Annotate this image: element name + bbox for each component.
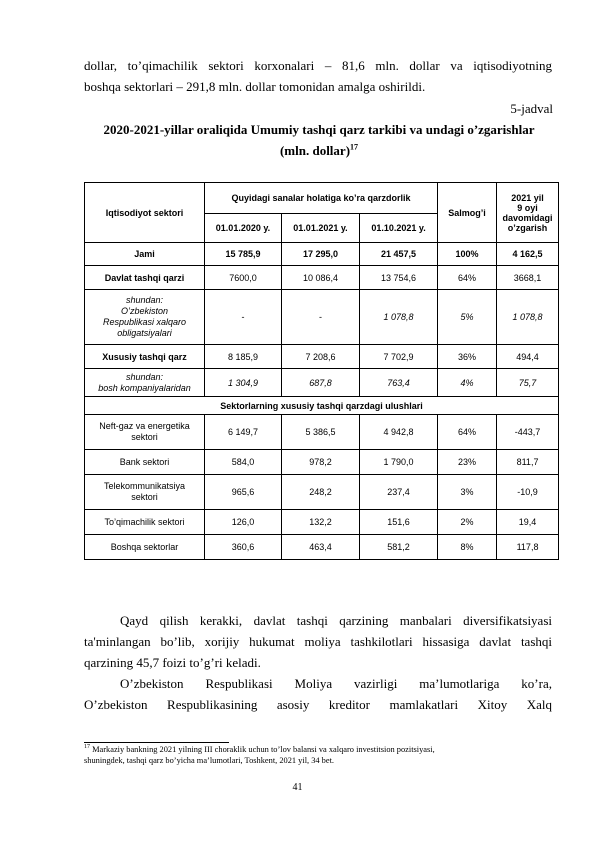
cell-value: 7 702,9 [360, 345, 438, 369]
footnote-divider [84, 742, 229, 743]
footnote-line-2: shuningdek, tashqi qarz bo’yicha ma’lumotlari, Toshkent, 2021 yil, 34 bet. [84, 756, 334, 765]
table-row-parent-companies [85, 369, 559, 397]
cell-value: 581,2 [360, 535, 438, 560]
table-row [85, 475, 559, 510]
section-title: Sektorlarning xususiy tashqi qarzdagi ulushlari [85, 397, 559, 415]
cell-label: Jami [85, 243, 205, 266]
table-row [85, 415, 559, 450]
cell-value: 6 149,7 [205, 415, 282, 450]
cell-share: 4% [438, 369, 497, 397]
cell-share: 100% [438, 243, 497, 266]
body-line-2: ta'minlangan bo’lib, xorijiy hukumat moliya tashkilotlari hissasiga davlat tashqi [84, 634, 552, 649]
cell-value: 763,4 [360, 369, 438, 397]
cell-value: 17 295,0 [282, 243, 360, 266]
cell-change: 75,7 [497, 369, 559, 397]
header-change: 2021 yil 9 oyi davomidagi o’zgarish [497, 183, 559, 243]
footnote-ref: 17 [350, 142, 359, 152]
cell-change: 811,7 [497, 450, 559, 475]
cell-change: 117,8 [497, 535, 559, 560]
body-line-1: Qayd qilish kerakki, davlat tashqi qarzining manbalari diversifikatsiyasi [120, 613, 552, 628]
footnote-line-1: Markaziy bankning 2021 yilning III choraklik uchun to’lov balansi va xalqaro investitsion pozitsiyasi, [90, 745, 435, 754]
intro-line-1: dollar, to’qimachilik sektori korxonalari – 81,6 mln. dollar va iqtisodiyotning [84, 58, 552, 73]
cell-value: 151,6 [360, 510, 438, 535]
cell-value: 1 790,0 [360, 450, 438, 475]
cell-value: - [205, 290, 282, 345]
body-paragraph [84, 610, 552, 715]
cell-value: 584,0 [205, 450, 282, 475]
cell-value: 13 754,6 [360, 266, 438, 290]
table-row [85, 510, 559, 535]
cell-value: 687,8 [282, 369, 360, 397]
cell-label: Davlat tashqi qarzi [85, 266, 205, 290]
cell-value: 978,2 [282, 450, 360, 475]
cell-share: 3% [438, 475, 497, 510]
cell-value: 7 208,6 [282, 345, 360, 369]
cell-value: - [282, 290, 360, 345]
cell-label: Telekommunikatsiya sektori [85, 475, 205, 510]
cell-value: 1 078,8 [360, 290, 438, 345]
cell-value: 21 457,5 [360, 243, 438, 266]
cell-label: Neft-gaz va energetika sektori [85, 415, 205, 450]
table-title [84, 119, 554, 161]
cell-share: 5% [438, 290, 497, 345]
cell-change: -10,9 [497, 475, 559, 510]
cell-share: 2% [438, 510, 497, 535]
cell-value: 360,6 [205, 535, 282, 560]
header-date-1: 01.01.2020 y. [205, 214, 282, 243]
cell-share: 64% [438, 415, 497, 450]
table-section-row [85, 397, 559, 415]
cell-share: 64% [438, 266, 497, 290]
cell-change: 4 162,5 [497, 243, 559, 266]
table-row [85, 450, 559, 475]
header-sector: Iqtisodiyot sektori [85, 183, 205, 243]
cell-share: 8% [438, 535, 497, 560]
header-share: Salmog’i [438, 183, 497, 243]
cell-value: 8 185,9 [205, 345, 282, 369]
cell-value: 7600,0 [205, 266, 282, 290]
page-number: 41 [292, 782, 303, 793]
cell-share: 23% [438, 450, 497, 475]
cell-change: 3668,1 [497, 266, 559, 290]
cell-change: 19,4 [497, 510, 559, 535]
cell-value: 5 386,5 [282, 415, 360, 450]
cell-value: 1 304,9 [205, 369, 282, 397]
footnote-number: 17 [84, 744, 90, 751]
table-row-private-debt [85, 345, 559, 369]
intro-paragraph [84, 55, 552, 97]
table-row [85, 535, 559, 560]
header-debt-group: Quyidagi sanalar holatiga ko’ra qarzdorlik [205, 183, 438, 214]
cell-value: 132,2 [282, 510, 360, 535]
cell-label: To’qimachilik sektori [85, 510, 205, 535]
body-line-3: qarzining 45,7 foizi to’g’ri keladi. [84, 655, 261, 670]
cell-change: -443,7 [497, 415, 559, 450]
cell-value: 248,2 [282, 475, 360, 510]
table-row-total [85, 243, 559, 266]
body-line-4: O’zbekiston Respublikasi Moliya vazirligi ma’lumotlariga ko’ra, [120, 676, 552, 691]
table-title-line-2: (mln. dollar) [279, 143, 351, 158]
cell-value: 463,4 [282, 535, 360, 560]
body-line-5: O’zbekiston Respublikasining asosiy kreditor mamlakatlari Xitoy Xalq [84, 697, 552, 712]
cell-label: Xususiy tashqi qarz [85, 345, 205, 369]
cell-value: 4 942,8 [360, 415, 438, 450]
cell-label: shundan: bosh kompaniyalaridan [85, 369, 205, 397]
table-row-state-bonds [85, 290, 559, 345]
cell-label: Bank sektori [85, 450, 205, 475]
table-row-state-debt [85, 266, 559, 290]
cell-share: 36% [438, 345, 497, 369]
cell-value: 237,4 [360, 475, 438, 510]
cell-change: 1 078,8 [497, 290, 559, 345]
cell-value: 965,6 [205, 475, 282, 510]
header-date-2: 01.01.2021 y. [282, 214, 360, 243]
cell-value: 126,0 [205, 510, 282, 535]
cell-value: 15 785,9 [205, 243, 282, 266]
header-date-3: 01.10.2021 y. [360, 214, 438, 243]
cell-value: 10 086,4 [282, 266, 360, 290]
cell-change: 494,4 [497, 345, 559, 369]
table-number: 5-jadval [510, 101, 553, 116]
cell-label: shundan: O’zbekiston Respublikasi xalqaro obligatsiyalari [85, 290, 205, 345]
intro-line-2: boshqa sektorlari – 291,8 mln. dollar tomonidan amalga oshirildi. [84, 79, 426, 94]
external-debt-table [84, 182, 559, 560]
table-title-line-1: 2020-2021-yillar oraliqida Umumiy tashqi qarz tarkibi va undagi o’zgarishlar [103, 122, 535, 137]
table-header-row [85, 183, 559, 214]
cell-label: Boshqa sektorlar [85, 535, 205, 560]
footnote [84, 744, 554, 766]
